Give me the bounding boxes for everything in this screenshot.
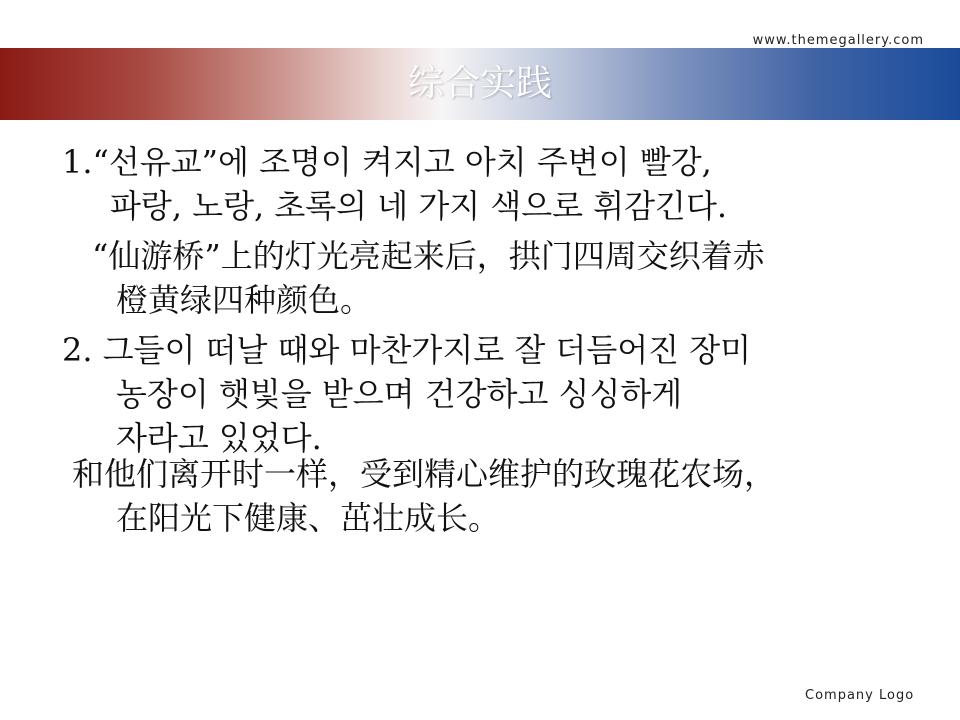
chinese-paragraph-2-line-2: 在阳光下健康、茁壮成长。 (116, 499, 501, 537)
title-band (0, 48, 960, 120)
site-url: www.themegallery.com (752, 33, 924, 48)
chinese-paragraph-1-line-1: “仙游桥”上的灯光亮起来后，拱门四周交织着赤 (92, 237, 765, 275)
korean-paragraph-1-line-1: 1.“선유교”에 조명이 켜지고 아치 주변이 빨강, (62, 143, 712, 181)
korean-paragraph-1-line-2: 파랑, 노랑, 초록의 네 가지 색으로 휘감긴다. (110, 187, 728, 225)
korean-paragraph-2-line-3: 자라고 있었다. (116, 419, 322, 457)
chinese-paragraph-1-line-2: 橙黄绿四种颜色。 (116, 281, 373, 319)
korean-paragraph-2-line-1: 2. 그들이 떠날 때와 마찬가지로 잘 더듬어진 장미 (62, 331, 752, 369)
korean-paragraph-2-line-2: 농장이 햇빛을 받으며 건강하고 싱싱하게 (116, 375, 683, 413)
company-logo: Company Logo (805, 688, 915, 703)
chinese-paragraph-2-line-1: 和他们离开时一样，受到精心维护的玫瑰花农场， (72, 455, 777, 493)
slide-title: 综合实践 (407, 63, 552, 104)
